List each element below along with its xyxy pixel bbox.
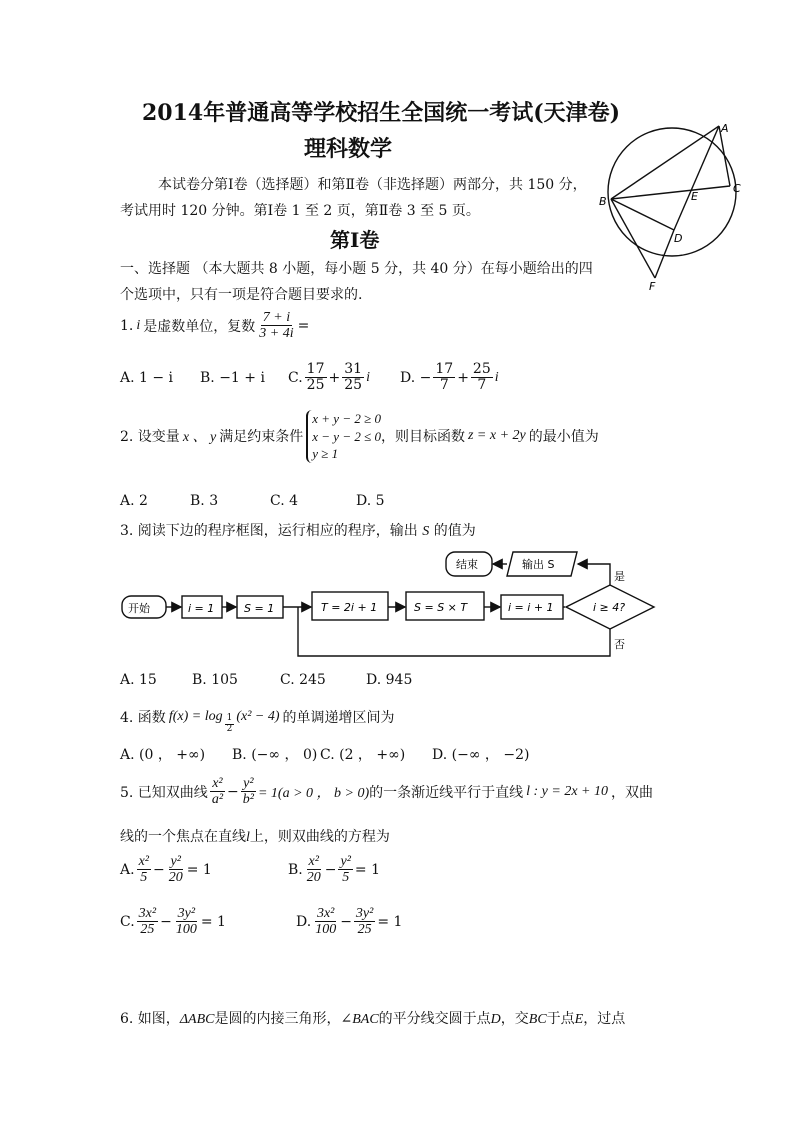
- q5-b-n2: y²: [340, 854, 351, 869]
- q1-option-d-d2: 7: [477, 377, 487, 394]
- q5-b-eq: = 1: [354, 861, 380, 878]
- q5-c-eq: = 1: [200, 913, 226, 930]
- q5-a-n1: x²: [138, 854, 149, 869]
- flow-assign-s-label: S = S × T: [414, 601, 468, 614]
- q6-bc: BC: [528, 1012, 547, 1027]
- q1-option-c-n2: 31: [344, 361, 363, 377]
- q5-b-label: B.: [288, 861, 303, 878]
- q2-option-a[interactable]: A. 2: [120, 493, 148, 509]
- question-2: [120, 410, 599, 463]
- q4-option-c[interactable]: C. (2 ， +∞): [320, 747, 406, 763]
- segment-bc: [611, 186, 730, 199]
- q6-triangle: ΔABC: [179, 1012, 215, 1027]
- q5-a-frac2: [167, 854, 185, 886]
- q5-line2-text: 线的一个焦点在直线: [120, 829, 246, 845]
- flow-start-label: 开始: [128, 602, 150, 615]
- q5-option-a[interactable]: A. $\frac{\text{x²}}{5}$ − $\frac{\text{y²}}{20}$ = 1: [120, 854, 212, 886]
- q3-s-var: S: [422, 524, 430, 539]
- flow-init-s-label: S = 1: [244, 602, 275, 615]
- q5-d-d1: 100: [315, 922, 337, 938]
- q5-a-d2: 20: [168, 870, 183, 886]
- q5-c-d1: 25: [140, 922, 155, 938]
- label-e: E: [691, 190, 698, 203]
- q1-option-d-frac1: [433, 362, 455, 394]
- q1-option-d-d1: 7: [439, 377, 449, 394]
- exam-title: 2014年普通高等学校招生全国统一考试(天津卷): [142, 100, 621, 126]
- q1-option-d-n1: 17: [435, 361, 454, 377]
- q1-fraction: [257, 310, 295, 342]
- q5-b-n1: x²: [308, 854, 319, 869]
- q1-text: 是虚数单位，复数: [143, 318, 256, 335]
- q1-option-c-plus: +: [328, 369, 341, 386]
- flow-assign-t-label: T = 2i + 1: [321, 601, 378, 614]
- q2-option-d[interactable]: D. 5: [356, 493, 385, 509]
- question-3: [120, 520, 476, 540]
- q2-option-b[interactable]: B. 3: [190, 493, 219, 509]
- q5-c-label: C.: [120, 913, 135, 930]
- label-a: A: [721, 122, 729, 135]
- q4-prefix: 4. 函数: [120, 710, 166, 727]
- q5-frac2: [241, 776, 256, 808]
- section1-instruction-line-2: 个选项中，只有一项是符合题目要求的.: [120, 287, 363, 303]
- label-f: F: [649, 280, 656, 293]
- q1-option-c-d1: 25: [306, 377, 325, 394]
- q5-hd1: a²: [211, 792, 224, 808]
- q5-d-eq: = 1: [377, 913, 403, 930]
- q5-d-frac1: [313, 906, 338, 938]
- q5-cond: = 1(a > 0 ， b > 0): [257, 785, 370, 801]
- q5-b-d1: 20: [306, 870, 321, 886]
- q5-c-n1: 3x²: [138, 906, 157, 921]
- q4-base-den: 2: [226, 723, 233, 734]
- q5-d-label: D.: [296, 913, 312, 930]
- q1-option-c-label: C.: [288, 369, 303, 386]
- q3-option-c[interactable]: C. 245: [280, 672, 326, 688]
- q2-constraint-3: y ≥ 1: [312, 446, 339, 462]
- q6-text1: 6. 如图，: [120, 1011, 180, 1027]
- q1-i-var: i: [136, 317, 141, 333]
- q5-hd2: b²: [242, 792, 254, 808]
- q2-text2: ，则目标函数: [380, 429, 465, 446]
- segment-bf: [611, 199, 655, 278]
- q5-a-label: A.: [120, 861, 135, 878]
- q6-text5: 于点: [546, 1011, 575, 1027]
- q5-line-2: [120, 826, 390, 846]
- q1-option-d[interactable]: [400, 362, 499, 394]
- volume-title: 第Ⅰ卷: [330, 228, 380, 252]
- q1-option-d-label: D. −: [400, 369, 432, 386]
- q2-option-c[interactable]: C. 4: [270, 493, 299, 509]
- flow-condition-label: i ≥ 4?: [593, 601, 626, 614]
- q5-a-d1: 5: [140, 870, 148, 886]
- q4-log-base: [225, 714, 235, 735]
- q5-prefix: 5. 已知双曲线: [120, 784, 208, 801]
- question-1: [120, 310, 309, 342]
- q5-c-d2: 100: [175, 922, 197, 938]
- q1-option-d-n2: 25: [472, 361, 491, 377]
- q5-line-l: l : y = 2x + 10: [526, 783, 608, 799]
- flowchart: [118, 544, 663, 660]
- q5-option-c[interactable]: C. $\frac{\text{3x²}}{25}$ − $\frac{\text{3y²}}{100}$ = 1: [120, 906, 226, 938]
- q1-numerator: 7 + i: [262, 310, 291, 325]
- q1-denominator: 3 + 4i: [259, 326, 294, 342]
- q2-vars: x 、 y: [182, 430, 217, 446]
- q5-line2-end: 上，则双曲线的方程为: [249, 829, 390, 845]
- flow-init-i-label: i = 1: [188, 602, 215, 615]
- q1-options: [120, 362, 680, 394]
- q3-option-d[interactable]: D. 945: [366, 672, 413, 688]
- q2-objective: z = x + 2y: [467, 428, 526, 444]
- flow-no-label: 否: [614, 638, 625, 651]
- q2-constraints: [306, 410, 381, 463]
- segment-bd: [611, 199, 674, 230]
- q3-option-b[interactable]: B. 105: [192, 672, 238, 688]
- q5-a-eq: = 1: [186, 861, 212, 878]
- q5-b-frac2: [338, 854, 352, 886]
- q5-c-n2: 3y²: [177, 906, 196, 921]
- q1-option-c-d2: 25: [344, 377, 363, 394]
- question-4: [120, 700, 395, 735]
- flow-incr-i-label: i = i + 1: [508, 601, 554, 614]
- q1-equals: =: [297, 317, 310, 334]
- q1-option-d-frac2: [471, 362, 493, 394]
- flow-end-label: 结束: [456, 558, 478, 571]
- q5-a-n2: y²: [170, 854, 181, 869]
- q5-option-d[interactable]: D. $\frac{\text{3x²}}{100}$ − $\frac{\text{3y²}}{25}$ = 1: [296, 906, 403, 938]
- q1-option-c-frac1: [305, 362, 327, 394]
- q4-option-d[interactable]: D. (−∞ ， −2): [432, 747, 530, 763]
- q4-func: f(x) = log: [168, 709, 223, 725]
- q4-text: 的单调递增区间为: [282, 710, 395, 727]
- exam-subtitle: 理科数学: [304, 136, 393, 162]
- q4-base-num: 1: [226, 713, 233, 723]
- q2-text1: 满足约束条件: [219, 429, 304, 446]
- flow-arrow-yes: [578, 564, 610, 585]
- q2-options: [120, 493, 385, 509]
- q6-point-e: E: [574, 1012, 584, 1027]
- q4-option-b[interactable]: B. (−∞ ， 0): [232, 747, 318, 763]
- q1-option-d-plus: +: [457, 369, 469, 386]
- q1-option-b[interactable]: B. −1 + i: [200, 369, 265, 386]
- q3-option-a[interactable]: A. 15: [120, 672, 157, 688]
- q5-option-b[interactable]: B. $\frac{\text{x²}}{20}$ − $\frac{\text{y²}}{5}$ = 1: [288, 854, 380, 886]
- q6-text2: 是圆的内接三角形，: [214, 1011, 341, 1027]
- label-b: B: [599, 195, 607, 208]
- q6-text6: ，过点: [583, 1011, 626, 1027]
- intro-line-1: 本试卷分第Ⅰ卷（选择题）和第Ⅱ卷（非选择题）两部分，共 150 分，: [158, 177, 587, 193]
- q5-c-frac1: [137, 906, 158, 938]
- q3-text: 3. 阅读下边的程序框图，运行相应的程序，输出: [120, 523, 418, 539]
- q1-option-a[interactable]: A. 1 − i: [120, 369, 174, 386]
- q5-d-n2: 3y²: [355, 906, 374, 921]
- segment-ac: [719, 126, 730, 186]
- q5-text1-end: ，双曲: [611, 784, 653, 801]
- intro-line-2: 考试用时 120 分钟。第Ⅰ卷 1 至 2 页，第Ⅱ卷 3 至 5 页。: [120, 203, 480, 219]
- q5-a-frac1: [137, 854, 151, 886]
- q1-option-c[interactable]: [288, 362, 400, 394]
- q4-option-a[interactable]: A. (0 ， +∞): [120, 747, 206, 763]
- q5-b-d2: 5: [342, 870, 350, 886]
- q6-text4: ，交: [500, 1011, 529, 1027]
- q3-options: [120, 672, 412, 688]
- flow-yes-label: 是: [614, 570, 625, 583]
- q5-b-frac1: [305, 854, 323, 886]
- question-5: [120, 776, 653, 808]
- q2-constraint-1: x + y − 2 ≥ 0: [312, 411, 381, 426]
- question-6: [120, 1008, 625, 1028]
- q6-point-d: D: [490, 1012, 501, 1027]
- q5-hn1: x²: [212, 776, 223, 791]
- q1-option-c-frac2: [342, 362, 364, 394]
- q1-option-d-i: i: [494, 369, 499, 385]
- flow-output-label: 输出 S: [522, 558, 555, 571]
- q6-angle: ∠BAC: [340, 1012, 379, 1027]
- q1-prefix: 1.: [120, 317, 134, 334]
- q6-text3: 的平分线交圆于点: [378, 1011, 491, 1027]
- q5-d-frac2: [354, 906, 375, 938]
- label-d: D: [674, 232, 683, 245]
- q5-d-d2: 25: [357, 922, 372, 938]
- q5-frac1: [210, 776, 225, 808]
- q5-l-var: l: [246, 830, 250, 845]
- q4-arg: (x² − 4): [236, 709, 280, 725]
- q4-options: [120, 744, 529, 764]
- q2-prefix: 2. 设变量: [120, 429, 180, 446]
- circle-figure: [594, 112, 754, 294]
- q2-constraint-2: x − y − 2 ≤ 0: [312, 428, 381, 444]
- q5-d-n1: 3x²: [316, 906, 335, 921]
- q1-option-c-i: i: [366, 369, 370, 385]
- label-c: C: [733, 182, 741, 195]
- q1-option-c-n1: 17: [306, 361, 325, 377]
- q5-hn2: y²: [243, 776, 254, 791]
- q2-text3: 的最小值为: [528, 429, 599, 446]
- q3-text-end: 的值为: [433, 523, 476, 539]
- q5-c-frac2: [174, 906, 199, 938]
- section1-instruction-line-1: 一、选择题 （本大题共 8 小题，每小题 5 分，共 40 分）在每小题给出的四: [120, 261, 593, 277]
- q5-hminus: −: [227, 783, 239, 800]
- q5-text1: 的一条渐近线平行于直线: [369, 784, 524, 801]
